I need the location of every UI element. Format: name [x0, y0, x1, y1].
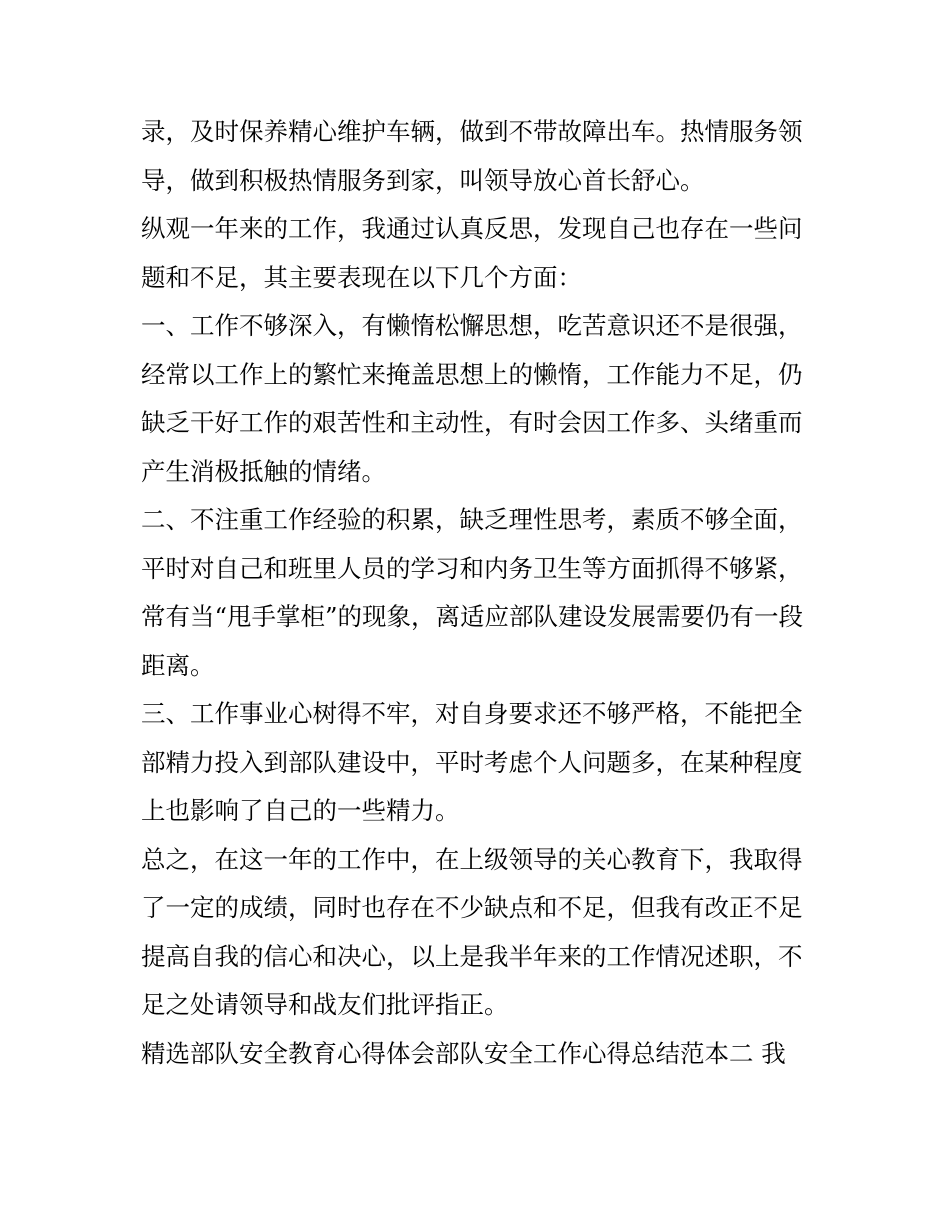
- text-line: 录，及时保养精心维护车辆，做到不带故障出车。热情服务领: [141, 117, 803, 146]
- text-line: 距离。: [141, 650, 215, 680]
- text-line: 经常以工作上的繁忙来掩盖思想上的懒惰，工作能力不足，仍: [141, 359, 803, 389]
- body-text: [141, 108, 821, 1078]
- text-line: 了一定的成绩，同时也存在不少缺点和不足，但我有改正不足: [141, 893, 803, 922]
- text-line: 产生消极抵触的情绪。: [141, 456, 386, 486]
- text-line: 纵观一年来的工作，我通过认真反思，发现自己也存在一些问: [141, 214, 803, 243]
- text-line: 三、工作事业心树得不牢，对自身要求还不够严格，不能把全: [141, 699, 803, 728]
- text-line: 足之处请领导和战友们批评指正。: [141, 990, 509, 1019]
- text-line: 常有当“甩手掌柜”的现象，离适应部队建设发展需要仍有一段: [141, 602, 804, 631]
- text-line: 题和不足，其主要表现在以下几个方面：: [141, 262, 582, 292]
- text-line: 一、工作不够深入，有懒惰松懈思想，吃苦意识还不是很强，: [141, 311, 803, 340]
- text-line: 提高自我的信心和决心，以上是我半年来的工作情况述职，不: [141, 941, 803, 971]
- text-line: 精选部队安全教育心得体会部队安全工作心得总结范本二 我: [141, 1038, 786, 1068]
- text-line: 缺乏干好工作的艰苦性和主动性，有时会因工作多、头绪重而: [141, 408, 803, 437]
- text-line: 二、不注重工作经验的积累，缺乏理性思考，素质不够全面，: [141, 505, 803, 534]
- text-line: 导，做到积极热情服务到家，叫领导放心首长舒心。: [141, 165, 705, 195]
- text-line: 部精力投入到部队建设中，平时考虑个人问题多，在某种程度: [141, 747, 803, 777]
- text-line: 平时对自己和班里人员的学习和内务卫生等方面抓得不够紧，: [141, 553, 803, 583]
- text-line: 上也影响了自己的一些精力。: [141, 796, 460, 825]
- text-line: 总之，在这一年的工作中，在上级领导的关心教育下，我取得: [141, 844, 803, 874]
